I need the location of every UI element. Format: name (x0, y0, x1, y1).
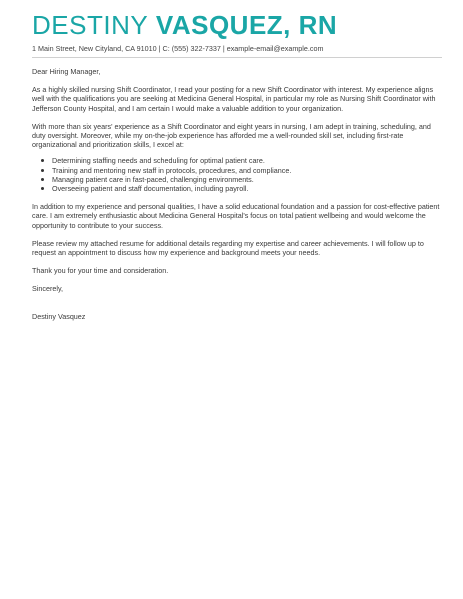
contact-info: 1 Main Street, New Cityland, CA 91010 | C: (555) 322-7337 | example-email@example.com (32, 44, 324, 53)
thanks-line: Thank you for your time and consideration. (32, 266, 169, 276)
list-item: Determining staffing needs and scheduling for optimal patient care. (52, 156, 442, 165)
cover-letter-page (32, 10, 442, 321)
greeting: Dear Hiring Manager, (32, 67, 101, 76)
first-name: DESTINY (32, 10, 149, 40)
list-item: Managing patient care in fast-paced, challenging environments. (52, 175, 442, 184)
list-item: Overseeing patient and staff documentation, including payroll. (52, 184, 442, 193)
paragraph-intro: As a highly skilled nursing Shift Coordinator, I read your posting for a new Shift Coordinator with interest. My experience aligns well with the qualifications you are seeking at Medicina General Hospital, in particular my role as Nursing Shift Coordinator with Jefferson County Hospital, and I am certain I would make a valuable addition to your organization. (32, 85, 436, 113)
signature-name: Destiny Vasquez (32, 311, 86, 321)
last-name: VASQUEZ, RN (155, 10, 338, 40)
paragraph-qualities: In addition to my experience and personal qualities, I have a solid educational foundation and a passion for cost-effective patient care. I am extremely enthusiastic about Medicina General Hospital's focus on total patient wellbeing and would welcome the opportunity to contribute to your success. (32, 202, 440, 230)
skills-list (32, 156, 442, 193)
sign-off: Sincerely, (32, 284, 64, 294)
paragraph-follow-up: Please review my attached resume for additional details regarding my expertise and career achievements. I will follow up to request an appointment to discuss how my experience and background meets your needs. (32, 238, 424, 258)
list-item: Training and mentoring new staff in protocols, procedures, and compliance. (52, 166, 442, 175)
applicant-name (32, 10, 442, 40)
letter-body (32, 67, 442, 321)
paragraph-experience: With more than six years' experience as a Shift Coordinator and eight years in nursing, I am adept in training, scheduling, and duty oversight. Moreover, while my on-the-job experience has afforded me a well-rounded skill set, including first-rate organizational and prioritization skills, I excel at: (32, 121, 431, 150)
header-divider (32, 57, 442, 58)
